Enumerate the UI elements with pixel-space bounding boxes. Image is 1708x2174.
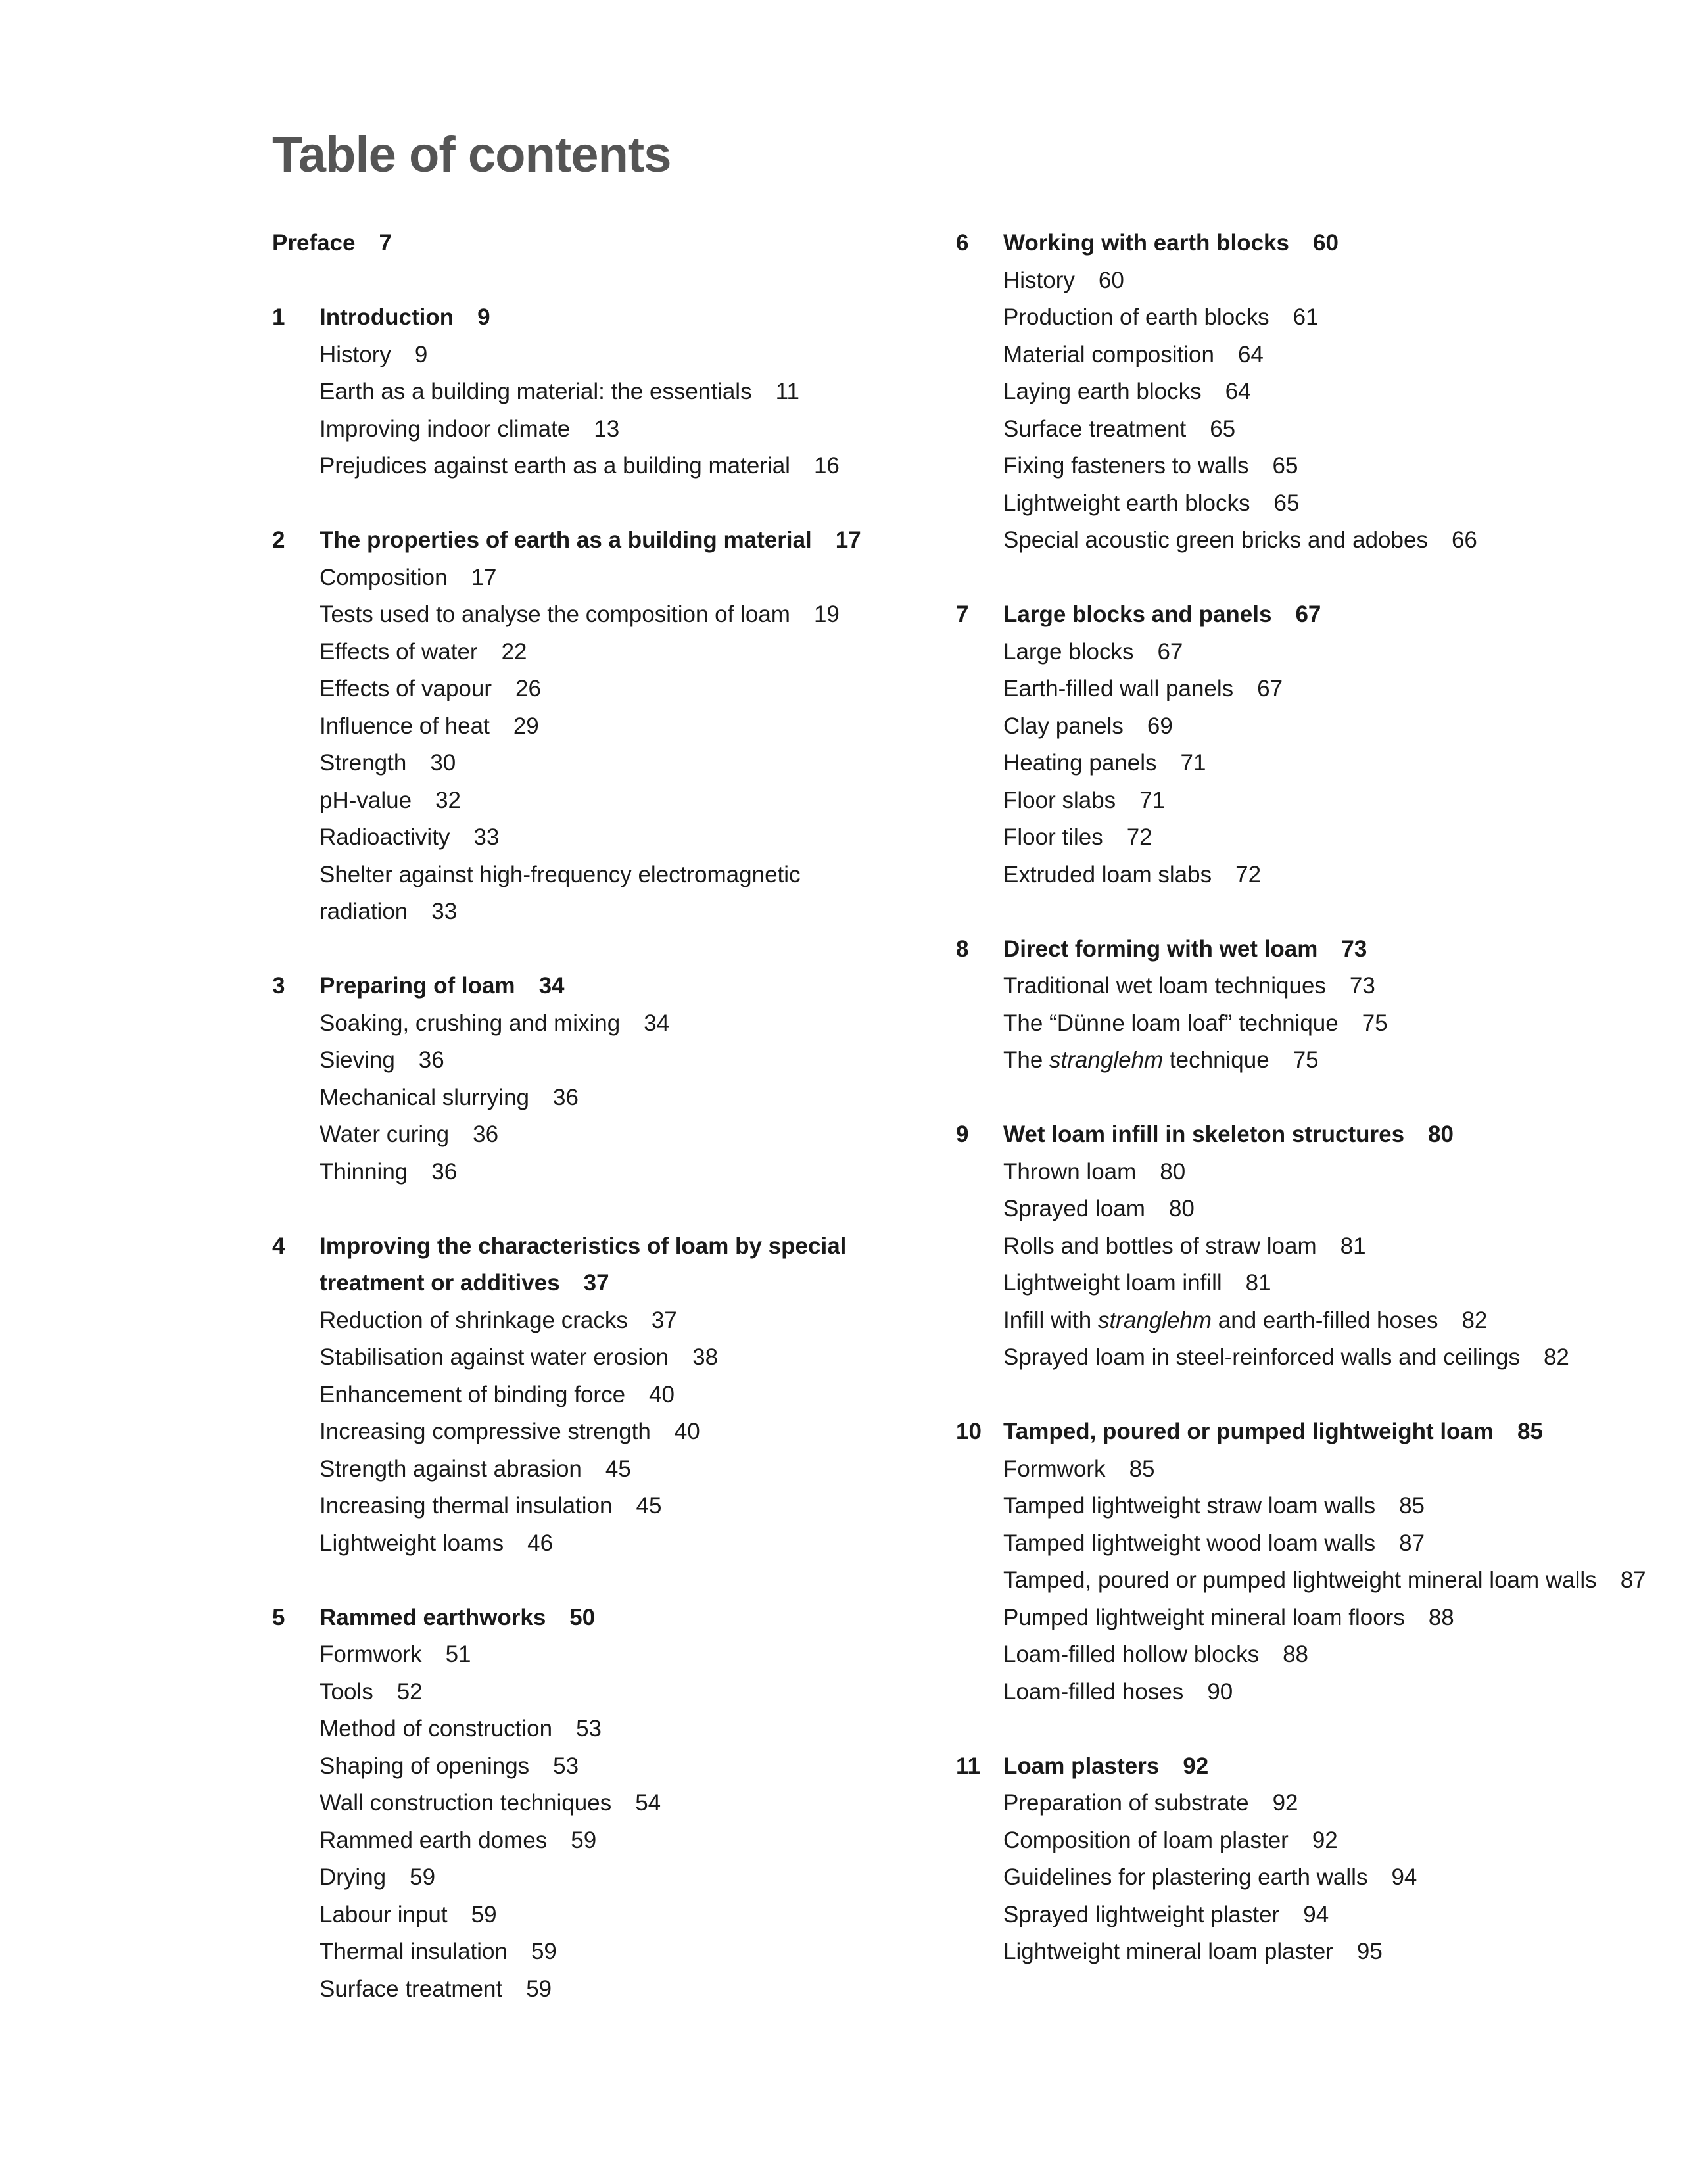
chapter-number: 3 xyxy=(272,973,285,999)
entry-page: 11 xyxy=(775,379,799,404)
entry-text: Preparation of substrate xyxy=(1003,1790,1249,1816)
entry-text: Fixing fasteners to walls xyxy=(1003,453,1249,479)
entry-text-post: technique xyxy=(1163,1047,1269,1073)
entry-text: Improving indoor climate xyxy=(320,415,571,442)
entry-page: 75 xyxy=(1362,1010,1388,1036)
entry-page: 46 xyxy=(527,1530,554,1556)
entry-text: Loam-filled hoses xyxy=(1003,1678,1184,1705)
chapter-page: 73 xyxy=(1341,935,1367,962)
entry-page: 75 xyxy=(1293,1047,1319,1073)
toc-entry[interactable] xyxy=(956,745,1692,782)
entry-text: Drying xyxy=(320,1864,387,1890)
entry-page: 19 xyxy=(813,602,840,627)
entry-text: Floor tiles xyxy=(1003,824,1103,850)
entry-text: Prejudices against earth as a building material xyxy=(320,453,790,479)
toc-entry[interactable] xyxy=(272,782,930,820)
chapter-number: 9 xyxy=(956,1122,969,1147)
entry-page: 67 xyxy=(1257,676,1283,701)
entry-page: 16 xyxy=(813,453,840,479)
toc-right-column xyxy=(956,225,1692,1971)
chapter-heading[interactable] xyxy=(956,931,1692,968)
entry-text: Tamped, poured or pumped lightweight mineral loam walls xyxy=(1003,1567,1597,1593)
entry-page: 59 xyxy=(410,1864,436,1890)
toc-entry[interactable] xyxy=(272,373,930,411)
entry-text: Surface treatment xyxy=(320,1975,503,2002)
entry-page: 32 xyxy=(435,787,462,813)
toc-entry[interactable] xyxy=(956,819,1692,857)
preface-entry[interactable] xyxy=(272,225,930,262)
entry-text: Effects of water xyxy=(320,638,478,665)
chapter-title: The properties of earth as a building material xyxy=(320,527,812,553)
toc-entry[interactable] xyxy=(272,1785,930,1822)
entry-page: 26 xyxy=(515,676,541,701)
entry-text: Rammed earth domes xyxy=(320,1827,548,1853)
entry-page: 9 xyxy=(414,341,428,367)
chapter-page: 67 xyxy=(1295,602,1321,627)
entry-text: Water curing xyxy=(320,1122,450,1147)
toc-entry[interactable] xyxy=(272,1525,930,1563)
entry-page: 73 xyxy=(1349,973,1375,999)
entry-text: Stabilisation against water erosion xyxy=(320,1344,669,1370)
chapter-title: Working with earth blocks xyxy=(1003,230,1289,256)
entry-text: Laying earth blocks xyxy=(1003,379,1202,404)
chapter-heading[interactable] xyxy=(272,1599,930,1637)
entry-text-italic: stranglehm xyxy=(1097,1307,1212,1333)
entry-text: pH-value xyxy=(320,787,412,813)
entry-text: Floor slabs xyxy=(1003,787,1116,813)
toc-entry[interactable] xyxy=(956,1897,1692,1934)
entry-text: Clay panels xyxy=(1003,713,1124,739)
chapter-title: Preparing of loam xyxy=(320,973,515,999)
toc-entry[interactable] xyxy=(956,337,1692,374)
entry-text: Sprayed loam in steel-reinforced walls and ceilings xyxy=(1003,1344,1520,1370)
entry-page: 22 xyxy=(501,638,527,665)
toc-entry[interactable] xyxy=(956,1859,1692,1897)
toc-entry[interactable] xyxy=(956,1265,1692,1302)
entry-text-pre: Infill with xyxy=(1003,1307,1098,1333)
chapter-title: Loam plasters xyxy=(1003,1753,1160,1779)
chapter-title: Wet loam infill in skeleton structures xyxy=(1003,1122,1405,1147)
entry-text: Thermal insulation xyxy=(320,1939,508,1964)
chapter-title: Rammed earthworks xyxy=(320,1604,546,1630)
toc-entry[interactable] xyxy=(956,1488,1692,1525)
entry-text: Large blocks xyxy=(1003,638,1134,665)
entry-page: 72 xyxy=(1235,861,1262,887)
toc-entry[interactable] xyxy=(272,745,930,782)
entry-page: 88 xyxy=(1283,1642,1309,1667)
entry-page: 94 xyxy=(1391,1864,1417,1890)
entry-text: Earth-filled wall panels xyxy=(1003,676,1234,701)
entry-page: 38 xyxy=(692,1344,719,1370)
entry-page: 40 xyxy=(649,1381,675,1407)
chapter-number: 8 xyxy=(956,935,969,962)
entry-text: Shelter against high-frequency electromagnetic radiation xyxy=(320,861,801,924)
toc-entry[interactable] xyxy=(956,1154,1692,1191)
entry-text: Strength xyxy=(320,750,407,776)
entry-page: 45 xyxy=(605,1455,631,1482)
chapter-page: 37 xyxy=(583,1270,609,1296)
entry-page: 65 xyxy=(1272,453,1298,479)
spacer xyxy=(272,262,930,300)
entry-page: 59 xyxy=(571,1827,597,1853)
toc-entry[interactable] xyxy=(272,1822,930,1860)
entry-page: 36 xyxy=(431,1158,458,1185)
entry-page: 81 xyxy=(1245,1270,1271,1296)
chapter-page: 85 xyxy=(1517,1419,1543,1444)
toc-entry[interactable] xyxy=(272,596,930,634)
entry-page: 94 xyxy=(1303,1901,1329,1927)
entry-text: Sieving xyxy=(320,1047,395,1073)
chapter-heading[interactable] xyxy=(272,1228,930,1302)
spacer xyxy=(956,559,1692,597)
chapter-number: 10 xyxy=(956,1419,982,1444)
entry-text: Earth as a building material: the essentials xyxy=(320,379,752,404)
preface-label: Preface xyxy=(272,230,356,256)
toc-entry[interactable] xyxy=(956,782,1692,820)
chapter-heading[interactable] xyxy=(956,225,1692,262)
entry-page: 67 xyxy=(1157,638,1183,665)
entry-text: Tamped lightweight wood loam walls xyxy=(1003,1530,1376,1556)
entry-text: Loam-filled hollow blocks xyxy=(1003,1642,1260,1667)
toc-entry[interactable] xyxy=(272,559,930,597)
entry-text: Mechanical slurrying xyxy=(320,1084,530,1110)
entry-page: 82 xyxy=(1543,1344,1569,1370)
entry-page: 59 xyxy=(471,1901,497,1927)
entry-page: 34 xyxy=(644,1010,670,1036)
spacer xyxy=(956,893,1692,931)
toc-entry[interactable] xyxy=(956,1674,1692,1711)
toc-entry[interactable] xyxy=(956,1302,1692,1340)
toc-entry[interactable] xyxy=(956,1822,1692,1860)
chapter-page: 17 xyxy=(835,527,861,553)
entry-page: 71 xyxy=(1180,750,1206,776)
entry-page: 52 xyxy=(396,1678,423,1705)
entry-page: 33 xyxy=(431,899,458,924)
entry-page: 65 xyxy=(1210,415,1236,442)
entry-page: 69 xyxy=(1147,713,1173,739)
toc-entry[interactable] xyxy=(956,1636,1692,1674)
entry-page: 72 xyxy=(1126,824,1152,850)
chapter-title: Improving the characteristics of loam by special treatment or additives xyxy=(320,1233,847,1296)
spacer xyxy=(272,1562,930,1599)
chapter-number: 2 xyxy=(272,527,285,553)
entry-text: Reduction of shrinkage cracks xyxy=(320,1307,628,1333)
chapter-title: Direct forming with wet loam xyxy=(1003,935,1318,962)
entry-text: Surface treatment xyxy=(1003,415,1187,442)
entry-text: Formwork xyxy=(320,1642,422,1667)
spacer xyxy=(956,1377,1692,1414)
entry-page: 36 xyxy=(418,1047,444,1073)
chapter-title: Introduction xyxy=(320,304,454,330)
entry-text: Lightweight loams xyxy=(320,1530,504,1556)
entry-page: 54 xyxy=(635,1790,661,1816)
entry-page: 66 xyxy=(1451,527,1477,553)
spacer xyxy=(956,1711,1692,1748)
toc-entry[interactable] xyxy=(956,1933,1692,1971)
toc-entry[interactable] xyxy=(956,1228,1692,1265)
chapter-page: 9 xyxy=(477,304,490,330)
toc-entry[interactable] xyxy=(272,1302,930,1340)
entry-page: 13 xyxy=(594,415,620,442)
entry-page: 95 xyxy=(1356,1939,1383,1964)
entry-text: Special acoustic green bricks and adobes xyxy=(1003,527,1428,553)
toc-entry[interactable] xyxy=(272,1079,930,1117)
entry-text: Pumped lightweight mineral loam floors xyxy=(1003,1604,1405,1630)
entry-text: Strength against abrasion xyxy=(320,1455,582,1482)
entry-text-italic: stranglehm xyxy=(1049,1047,1164,1073)
chapter-page: 80 xyxy=(1428,1122,1454,1147)
entry-text: Increasing thermal insulation xyxy=(320,1493,613,1519)
toc-entry[interactable] xyxy=(956,411,1692,448)
chapter-page: 34 xyxy=(538,973,565,999)
entry-text: Tamped lightweight straw loam walls xyxy=(1003,1493,1376,1519)
toc-entry[interactable] xyxy=(272,1748,930,1785)
entry-page: 59 xyxy=(531,1939,557,1964)
toc-entry[interactable] xyxy=(272,448,930,485)
entry-text: Tools xyxy=(320,1678,373,1705)
entry-page: 40 xyxy=(674,1419,700,1444)
entry-text: Tests used to analyse the composition of loam xyxy=(320,602,790,627)
chapter-heading[interactable] xyxy=(956,596,1692,634)
toc-entry[interactable] xyxy=(956,968,1692,1005)
toc-entry[interactable] xyxy=(956,671,1692,708)
entry-page: 92 xyxy=(1272,1790,1298,1816)
toc-entry[interactable] xyxy=(956,1562,1692,1599)
entry-text-pre: The xyxy=(1003,1047,1050,1073)
entry-page: 29 xyxy=(513,713,539,739)
entry-page: 33 xyxy=(473,824,500,850)
entry-page: 64 xyxy=(1237,341,1264,367)
toc-entry[interactable] xyxy=(272,337,930,374)
toc-entry[interactable] xyxy=(272,1711,930,1748)
entry-page: 92 xyxy=(1312,1827,1338,1853)
toc-entry[interactable] xyxy=(956,1599,1692,1637)
chapter-title: Large blocks and panels xyxy=(1003,602,1272,627)
toc-entry[interactable] xyxy=(272,634,930,671)
entry-text: Traditional wet loam techniques xyxy=(1003,973,1326,999)
page-title: Table of contents xyxy=(272,127,671,183)
entry-page: 81 xyxy=(1340,1233,1366,1259)
spacer xyxy=(272,485,930,523)
entry-text: History xyxy=(320,341,391,367)
toc-entry[interactable] xyxy=(272,1933,930,1971)
toc-entry[interactable] xyxy=(956,857,1692,894)
entry-page: 60 xyxy=(1098,267,1124,293)
toc-entry[interactable] xyxy=(956,522,1692,559)
toc-entry[interactable] xyxy=(272,671,930,708)
toc-entry[interactable] xyxy=(272,1859,930,1897)
toc-entry[interactable] xyxy=(956,1191,1692,1228)
entry-page: 36 xyxy=(473,1122,499,1147)
chapter-number: 7 xyxy=(956,602,969,627)
entry-page: 51 xyxy=(445,1642,471,1667)
toc-entry[interactable] xyxy=(956,1525,1692,1563)
entry-text: Wall construction techniques xyxy=(320,1790,612,1816)
chapter-heading[interactable] xyxy=(272,522,930,559)
toc-entry[interactable] xyxy=(272,1451,930,1488)
entry-text: Heating panels xyxy=(1003,750,1157,776)
toc-entry[interactable] xyxy=(272,1971,930,2008)
chapter-heading[interactable] xyxy=(272,299,930,337)
chapter-number: 5 xyxy=(272,1604,285,1630)
toc-entry[interactable] xyxy=(272,411,930,448)
entry-text: Lightweight earth blocks xyxy=(1003,490,1250,516)
toc-entry[interactable] xyxy=(956,1451,1692,1488)
entry-page: 82 xyxy=(1461,1307,1488,1333)
entry-text: Composition of loam plaster xyxy=(1003,1827,1289,1853)
entry-page: 65 xyxy=(1273,490,1300,516)
entry-text: Radioactivity xyxy=(320,824,450,850)
entry-text: Material composition xyxy=(1003,341,1214,367)
chapter-title: Tamped, poured or pumped lightweight loam xyxy=(1003,1419,1494,1444)
entry-page: 37 xyxy=(651,1307,677,1333)
entry-text: Guidelines for plastering earth walls xyxy=(1003,1864,1368,1890)
toc-entry[interactable] xyxy=(956,262,1692,300)
toc-entry[interactable] xyxy=(956,1339,1692,1377)
entry-page: 64 xyxy=(1225,379,1251,404)
entry-text: Soaking, crushing and mixing xyxy=(320,1010,621,1036)
entry-page: 17 xyxy=(471,564,497,590)
entry-text: The “Dünne loam loaf” technique xyxy=(1003,1010,1339,1036)
toc-entry[interactable] xyxy=(272,708,930,745)
chapter-number: 6 xyxy=(956,230,969,256)
entry-text: Method of construction xyxy=(320,1716,553,1741)
toc-entry[interactable] xyxy=(272,1154,930,1191)
toc-entry[interactable] xyxy=(272,1005,930,1043)
chapter-page: 50 xyxy=(569,1604,596,1630)
spacer xyxy=(956,1079,1692,1117)
chapter-page: 92 xyxy=(1183,1753,1209,1779)
toc-entry[interactable] xyxy=(272,857,930,931)
toc-entry[interactable] xyxy=(272,1377,930,1414)
chapter-heading[interactable] xyxy=(956,1116,1692,1154)
entry-page: 85 xyxy=(1399,1493,1425,1519)
toc-entry[interactable] xyxy=(956,1042,1692,1079)
toc-entry[interactable] xyxy=(272,819,930,857)
entry-text: Sprayed loam xyxy=(1003,1196,1145,1221)
entry-text: Sprayed lightweight plaster xyxy=(1003,1901,1280,1927)
entry-text: Thrown loam xyxy=(1003,1158,1137,1185)
entry-text: Composition xyxy=(320,564,448,590)
entry-text: History xyxy=(1003,267,1075,293)
toc-entry[interactable] xyxy=(956,1785,1692,1822)
entry-page: 59 xyxy=(526,1975,552,2002)
toc-entry[interactable] xyxy=(272,1897,930,1934)
toc-left-column xyxy=(272,225,930,2008)
entry-text: Shaping of openings xyxy=(320,1753,530,1779)
chapter-heading[interactable] xyxy=(956,1748,1692,1785)
entry-text: Thinning xyxy=(320,1158,408,1185)
entry-page: 88 xyxy=(1428,1604,1454,1630)
toc-entry[interactable] xyxy=(272,1339,930,1377)
entry-page: 45 xyxy=(636,1493,662,1519)
spacer xyxy=(272,1191,930,1228)
entry-text: Enhancement of binding force xyxy=(320,1381,626,1407)
entry-text-post: and earth-filled hoses xyxy=(1212,1307,1438,1333)
toc-entry[interactable] xyxy=(272,1042,930,1079)
toc-entry[interactable] xyxy=(956,485,1692,523)
toc-entry[interactable] xyxy=(956,708,1692,745)
chapter-page: 60 xyxy=(1312,230,1339,256)
spacer xyxy=(272,931,930,968)
chapter-number: 11 xyxy=(956,1753,980,1779)
entry-text: Influence of heat xyxy=(320,713,490,739)
entry-page: 80 xyxy=(1168,1196,1195,1221)
chapter-number: 1 xyxy=(272,304,285,330)
entry-text: Effects of vapour xyxy=(320,676,492,701)
toc-entry[interactable] xyxy=(272,1413,930,1451)
entry-text: Formwork xyxy=(1003,1455,1106,1482)
entry-text: Rolls and bottles of straw loam xyxy=(1003,1233,1317,1259)
entry-text: Extruded loam slabs xyxy=(1003,861,1212,887)
toc-entry[interactable] xyxy=(272,1636,930,1674)
toc-entry[interactable] xyxy=(956,373,1692,411)
entry-page: 61 xyxy=(1293,304,1319,330)
toc-entry[interactable] xyxy=(956,448,1692,485)
chapter-heading[interactable] xyxy=(956,1413,1692,1451)
entry-page: 36 xyxy=(553,1084,579,1110)
chapter-heading[interactable] xyxy=(272,968,930,1005)
entry-text: Lightweight mineral loam plaster xyxy=(1003,1939,1333,1964)
entry-text: Production of earth blocks xyxy=(1003,304,1269,330)
entry-page: 90 xyxy=(1207,1678,1233,1705)
entry-page: 87 xyxy=(1620,1567,1646,1593)
toc-entry[interactable] xyxy=(272,1674,930,1711)
entry-page: 87 xyxy=(1399,1530,1425,1556)
preface-page: 7 xyxy=(379,230,392,256)
entry-text: Increasing compressive strength xyxy=(320,1419,651,1444)
toc-entry[interactable] xyxy=(956,1005,1692,1043)
toc-entry[interactable] xyxy=(272,1488,930,1525)
toc-entry[interactable] xyxy=(956,634,1692,671)
entry-text: Lightweight loam infill xyxy=(1003,1270,1222,1296)
entry-page: 53 xyxy=(553,1753,579,1779)
chapter-number: 4 xyxy=(272,1233,285,1259)
entry-page: 80 xyxy=(1160,1158,1186,1185)
entry-text: Labour input xyxy=(320,1901,448,1927)
toc-entry[interactable] xyxy=(272,1116,930,1154)
toc-entry[interactable] xyxy=(956,299,1692,337)
entry-page: 71 xyxy=(1139,787,1166,813)
entry-page: 30 xyxy=(430,750,456,776)
entry-page: 53 xyxy=(576,1716,602,1741)
entry-page: 85 xyxy=(1129,1455,1155,1482)
